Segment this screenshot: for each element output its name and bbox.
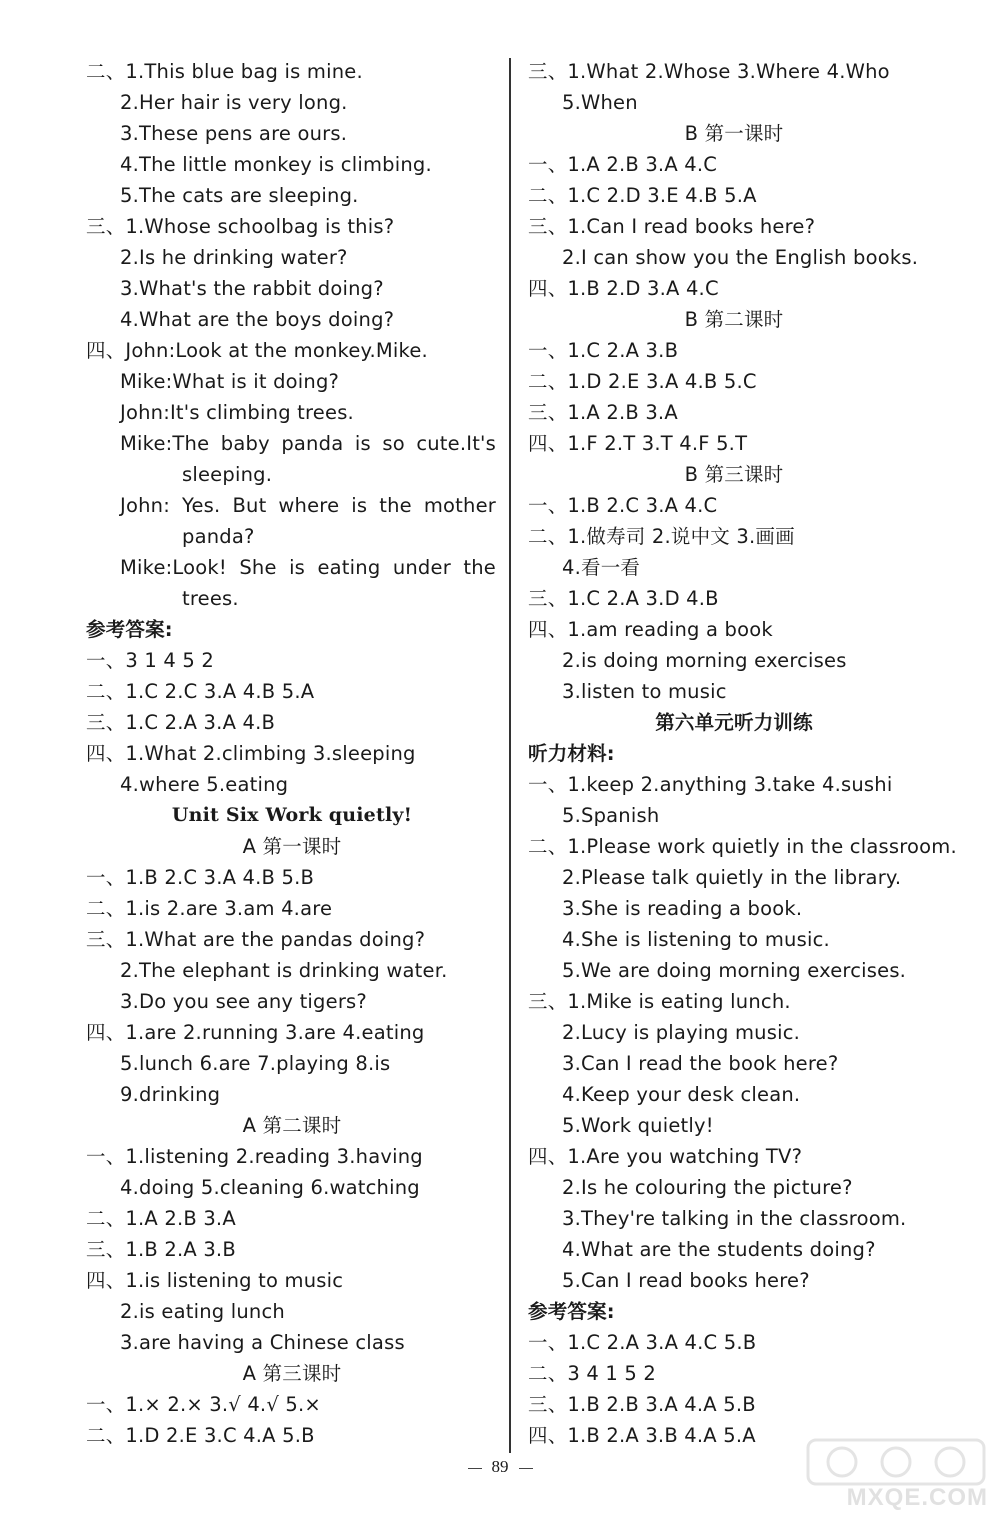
line-word: She [239, 556, 277, 579]
left-line: Unit Six Work quietly! [171, 804, 413, 826]
left-line: 二、1.A 2.B 3.A [86, 1207, 236, 1230]
left-line: 一、1.B 2.C 3.A 4.B 5.B [86, 866, 315, 889]
right-line: 二、1.做寿司 2.说中文 3.画画 [528, 525, 795, 548]
left-line: 4.where 5.eating [120, 773, 289, 796]
line-word: is [351, 494, 368, 517]
left-line: 四、1.are 2.running 3.are 4.eating [86, 1021, 425, 1044]
right-line: B 第二课时 [684, 308, 784, 331]
left-line: trees. [182, 587, 239, 610]
left-line [86, 552, 498, 583]
right-column [528, 56, 957, 1451]
line-word: Mike:Look! [120, 556, 227, 579]
watermark-url: MXQE.COM [846, 1484, 988, 1511]
right-line: 二、1.Please work quietly in the classroom. [528, 835, 957, 858]
right-line: 听力材料: [528, 742, 615, 765]
left-line [86, 428, 498, 459]
line-word: where [278, 494, 340, 517]
right-line: 三、1.What 2.Whose 3.Where 4.Who [528, 60, 890, 83]
right-line: 三、1.A 2.B 3.A [528, 401, 678, 424]
left-line: 4.doing 5.cleaning 6.watching [120, 1176, 420, 1199]
left-line: 一、3 1 4 5 2 [86, 649, 215, 672]
column-divider [509, 58, 511, 1453]
left-line: 5.The cats are sleeping. [120, 184, 359, 207]
footer-dash-left [468, 1468, 482, 1469]
right-line: 2.Please talk quietly in the library. [562, 866, 902, 889]
watermark-logo [802, 1436, 992, 1516]
right-line: 三、1.Can I read books here? [528, 215, 816, 238]
right-line: 三、1.Mike is eating lunch. [528, 990, 791, 1013]
right-line: 四、1.F 2.T 3.T 4.F 5.T [528, 432, 748, 455]
left-line: 5.lunch 6.are 7.playing 8.is [120, 1052, 391, 1075]
left-line: 4.The little monkey is climbing. [120, 153, 432, 176]
right-line: 5.We are doing morning exercises. [562, 959, 907, 982]
right-line: 四、1.am reading a book [528, 618, 773, 641]
left-line: 3.are having a Chinese class [120, 1331, 405, 1354]
right-line: 四、1.B 2.D 3.A 4.C [528, 277, 719, 300]
line-word: is [354, 432, 371, 455]
right-line: 四、1.B 2.A 3.B 4.A 5.A [528, 1424, 756, 1447]
left-line: 3.What's the rabbit doing? [120, 277, 384, 300]
right-line: 三、1.C 2.A 3.D 4.B [528, 587, 719, 610]
right-line: 参考答案: [528, 1300, 615, 1323]
right-line: 3.Can I read the book here? [562, 1052, 839, 1075]
left-line: 二、1.This blue bag is mine. [86, 60, 363, 83]
right-line: 一、1.B 2.C 3.A 4.C [528, 494, 718, 517]
left-line: 参考答案: [86, 618, 173, 641]
left-line: 3.These pens are ours. [120, 122, 348, 145]
left-line: 四、John:Look at the monkey.Mike. [86, 339, 428, 362]
line-word: eating [317, 556, 381, 579]
line-word: Mike:The [120, 432, 210, 455]
left-line: A 第二课时 [242, 1114, 342, 1137]
right-line: 二、1.C 2.D 3.E 4.B 5.A [528, 184, 757, 207]
line-word: panda [281, 432, 344, 455]
right-line: 5.Work quietly! [562, 1114, 714, 1137]
left-line: 2.Her hair is very long. [120, 91, 348, 114]
left-line: 4.What are the boys doing? [120, 308, 395, 331]
right-line: 4.Keep your desk clean. [562, 1083, 801, 1106]
right-line: 5.Can I read books here? [562, 1269, 810, 1292]
right-line: 5.When [562, 91, 638, 114]
left-line: 三、1.Whose schoolbag is this? [86, 215, 395, 238]
right-line: 四、1.Are you watching TV? [528, 1145, 803, 1168]
left-line [86, 490, 498, 521]
left-line: A 第三课时 [242, 1362, 342, 1385]
right-line: 一、1.C 2.A 3.A 4.C 5.B [528, 1331, 757, 1354]
right-line: 三、1.B 2.B 3.A 4.A 5.B [528, 1393, 756, 1416]
left-line: 一、1.listening 2.reading 3.having [86, 1145, 423, 1168]
right-line: 二、1.D 2.E 3.A 4.B 5.C [528, 370, 757, 393]
left-line: 3.Do you see any tigers? [120, 990, 367, 1013]
left-line: A 第一课时 [242, 835, 342, 858]
right-line: 3.listen to music [562, 680, 727, 703]
right-line: 5.Spanish [562, 804, 660, 827]
right-line: 3.They're talking in the classroom. [562, 1207, 907, 1230]
left-line: 三、1.What are the pandas doing? [86, 928, 426, 951]
right-line: 2.Lucy is playing music. [562, 1021, 801, 1044]
line-word: Yes. [181, 494, 221, 517]
right-line: 4.看一看 [562, 556, 641, 579]
line-word: cute.It's [416, 432, 496, 455]
left-line: sleeping. [182, 463, 273, 486]
left-line: 三、1.C 2.A 3.A 4.B [86, 711, 276, 734]
left-line: Mike:What is it doing? [120, 370, 340, 393]
line-word: John: [120, 494, 170, 517]
line-word: the [379, 494, 412, 517]
line-word: baby [220, 432, 270, 455]
right-line: 二、3 4 1 5 2 [528, 1362, 657, 1385]
footer-dash-right [519, 1468, 533, 1469]
left-line: 二、1.D 2.E 3.C 4.A 5.B [86, 1424, 315, 1447]
right-line: 3.She is reading a book. [562, 897, 803, 920]
right-line: 2.Is he colouring the picture? [562, 1176, 853, 1199]
left-line: 9.drinking [120, 1083, 221, 1106]
line-word: is [289, 556, 306, 579]
left-line: 2.Is he drinking water? [120, 246, 348, 269]
right-line: 2.is doing morning exercises [562, 649, 847, 672]
left-line: 2.The elephant is drinking water. [120, 959, 448, 982]
left-line: 四、1.What 2.climbing 3.sleeping [86, 742, 416, 765]
left-line: 二、1.is 2.are 3.am 4.are [86, 897, 333, 920]
left-column [86, 56, 498, 1451]
left-line: John:It's climbing trees. [120, 401, 354, 424]
right-line: 2.I can show you the English books. [562, 246, 919, 269]
line-word: the [463, 556, 496, 579]
right-line: 4.What are the students doing? [562, 1238, 876, 1261]
left-line: 二、1.C 2.C 3.A 4.B 5.A [86, 680, 315, 703]
left-line: 三、1.B 2.A 3.B [86, 1238, 236, 1261]
page-number: 89 [491, 1457, 509, 1476]
right-line: 一、1.keep 2.anything 3.take 4.sushi [528, 773, 893, 796]
right-line: 一、1.C 2.A 3.B [528, 339, 679, 362]
line-word: But [232, 494, 267, 517]
line-word: mother [423, 494, 496, 517]
right-line: B 第三课时 [684, 463, 784, 486]
left-line: 一、1.× 2.× 3.√ 4.√ 5.× [86, 1393, 321, 1416]
right-line: 4.She is listening to music. [562, 928, 830, 951]
right-line: 一、1.A 2.B 3.A 4.C [528, 153, 718, 176]
line-word: so [382, 432, 405, 455]
right-line: B 第一课时 [684, 122, 784, 145]
line-word: under [392, 556, 451, 579]
right-line: 第六单元听力训练 [655, 711, 813, 734]
left-line: 四、1.is listening to music [86, 1269, 344, 1292]
left-line: panda? [182, 525, 255, 548]
left-line: 2.is eating lunch [120, 1300, 285, 1323]
